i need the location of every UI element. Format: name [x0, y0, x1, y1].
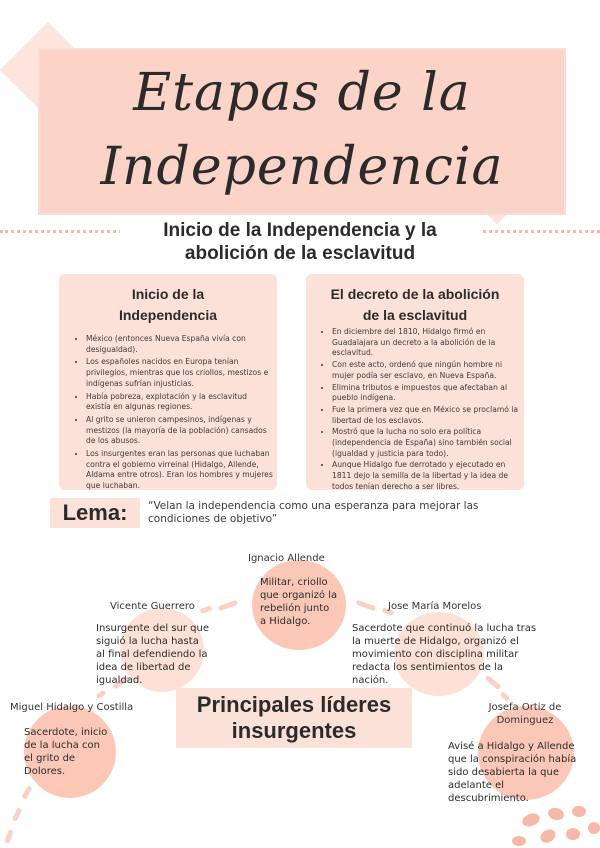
connector-dash	[218, 600, 239, 612]
leader-desc-guerrero	[96, 622, 236, 687]
desc-line: Dolores.	[24, 766, 66, 777]
desc-line: el grito de	[24, 753, 76, 764]
list-item: • Al grito se unieron campesinos, indígenas y mestizos (la mayoría de la población) cansados de los abusos.	[86, 415, 274, 447]
leader-name-allende: Ignacio Allende	[248, 553, 325, 564]
desc-line: sido desabierta la que	[448, 767, 560, 778]
list-item: • Mostró que la lucha no solo era política (independencia de España) sino también social (igualdad y justicia para todo).	[332, 427, 524, 459]
leader-desc-allende	[260, 576, 352, 628]
desc-line: movimiento con disciplina militar	[352, 649, 519, 660]
desc-line: a Hidalgo.	[260, 616, 311, 627]
list-item: • Había pobreza, explotación y la esclavitud existía en algunas regiones.	[86, 392, 274, 413]
leader-name-hidalgo: Miguel Hidalgo y Costilla	[10, 702, 134, 713]
leader-desc-morelos	[352, 622, 572, 687]
desc-line: siguió la lucha hasta	[96, 636, 199, 647]
page-title-line2: Independencia	[100, 137, 504, 197]
connector-dash	[12, 807, 22, 822]
page-title-line1: Etapas de la	[133, 63, 471, 123]
desc-line: adelante el	[448, 780, 505, 791]
desc-line: Sacerdote que continuó la lucha tras	[352, 623, 537, 634]
lema-text	[148, 500, 508, 526]
subtitle-line2: abolición de la esclavitud	[184, 243, 416, 264]
connector-dash	[200, 605, 213, 614]
lema-text-line2: condiciones de objetivo”	[148, 513, 278, 525]
subtitle-line1: Inicio de la Independencia y la	[163, 220, 437, 241]
card-list	[74, 334, 274, 492]
desc-line: descubrimiento.	[448, 793, 529, 804]
desc-line: redacta los sentimientos de la	[352, 662, 503, 673]
decorative-dot	[588, 822, 600, 834]
lema-text-line1: “Velan la independencia como una esperanza para mejorar las	[148, 500, 479, 512]
decorative-dot	[538, 827, 558, 845]
list-item: • Fue la primera vez que en México se proclamó la libertad de los esclavos.	[332, 405, 524, 426]
leader-name-guerrero: Vicente Guerrero	[110, 601, 195, 612]
card-title-line2: Independencia	[118, 307, 218, 323]
leader-desc-ortiz	[448, 740, 598, 805]
desc-line: que organizó la	[260, 590, 338, 601]
leader-name-ortiz	[470, 701, 580, 727]
list-item: • En diciembre del 1810, Hidalgo firmó en Guadalajara un decreto a la abolición de la esclavitud.	[332, 327, 524, 359]
leaders-title-box	[176, 688, 412, 748]
lema-badge	[50, 498, 140, 528]
decorative-dot	[547, 806, 566, 822]
desc-line: que la conspiración había	[448, 754, 577, 765]
decorative-dot	[572, 806, 586, 817]
connector-dash	[21, 785, 32, 800]
connector-dash	[95, 690, 106, 700]
title-banner	[38, 48, 566, 215]
desc-line: Insurgente del sur que	[96, 623, 209, 634]
list-item: • Los insurgentes eran las personas que luchaban contra el gobierno virreinal (Hidalgo, Allende, Aldama entre otros). Eran los hombres y mujeres que luchaban.	[86, 449, 274, 492]
dotted-divider-right	[472, 230, 600, 237]
section-subtitle	[120, 219, 480, 265]
card-title-line1: El decreto de la abolición	[330, 286, 500, 302]
desc-line: Militar, criollo	[260, 577, 328, 588]
leaders-title-line2: insurgentes	[231, 718, 357, 743]
card-decreto-abolicion	[306, 274, 524, 490]
card-title-line2: de la esclavitud	[362, 307, 468, 323]
desc-line: igualdad.	[96, 675, 143, 686]
card-inicio-independencia	[59, 274, 277, 490]
decorative-dot	[512, 836, 526, 846]
desc-line: Sacerdote, inicio	[24, 727, 108, 738]
card-title-line1: Inicio de la	[131, 286, 205, 302]
list-item: • Elimina tributos e impuestos que afectaban al pueblo indígena.	[332, 383, 524, 404]
desc-line: nación.	[352, 675, 389, 686]
card-list	[320, 327, 524, 493]
leader-name-morelos: Jose María Morelos	[388, 601, 482, 612]
desc-line: Avisé a Hidalgo y Allende	[448, 741, 575, 752]
leader-desc-hidalgo	[24, 726, 124, 778]
desc-line: idea de libertad de	[96, 662, 191, 673]
desc-line: la muerte de Hidalgo, organizó el	[352, 636, 519, 647]
lema-label: Lema:	[62, 500, 128, 525]
connector-dash	[4, 829, 13, 844]
connector-dash	[356, 600, 377, 612]
list-item: • Con este acto, ordenó que ningún hombre ni mujer podía ser esclavo, en Nueva España.	[332, 360, 524, 381]
list-item: • Los españoles nacidos en Europa tenían privilegios, mientras que los criollos, mestizos e indígenas sufrían injusticias.	[86, 357, 274, 389]
decorative-dot	[566, 828, 580, 840]
desc-line: al final defendiendo la	[96, 649, 208, 660]
list-item: • México (entonces Nueva España vivía con desigualdad).	[86, 334, 274, 355]
leaders-title-line1: Principales líderes	[196, 692, 392, 717]
desc-line: de la lucha con	[24, 740, 100, 751]
name-line: Dominguez	[496, 715, 554, 726]
decorative-dot	[520, 811, 541, 828]
desc-line: rebelión junto	[260, 603, 330, 614]
name-line: Josefa Ortiz de	[488, 702, 562, 713]
dotted-divider-left	[0, 230, 128, 237]
list-item: • Aunque Hidalgo fue derrotado y ejecutado en 1811 dejo la semilla de la libertad y la idea de todos tenían derecho a ser libres.	[332, 460, 524, 492]
